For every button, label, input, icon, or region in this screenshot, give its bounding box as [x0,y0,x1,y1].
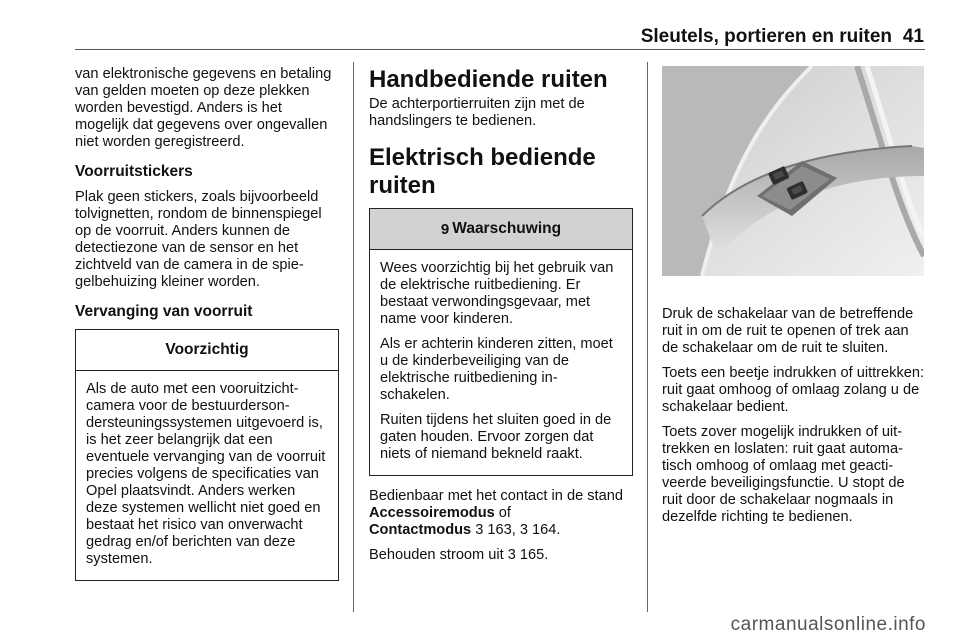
intro-paragraph: van elektronische gegevens en betaling van gelden moeten op deze plekken worden bevestigd. Anders is het mogelijk dat gegevens over ongevallen niet worden geregistreerd. [75,66,332,150]
warning-box [369,208,633,476]
heading-power-windows: Elektrisch bediende ruiten [369,144,596,199]
column-right [662,66,925,534]
warning-title: Waarschuwing [452,220,562,237]
column-separator [353,62,354,612]
touch-operation-paragraph: Toets een beetje indrukken of uittrekken: ruit gaat omhoog of omlaag zolang u de schakelaar bedient. [662,365,925,415]
caution-text: Als de auto met een vooruitzichtcamera voor de bestuurdersondersteuningssystemen uitgevoerd is, is het zeer belangrijk dat een eventuele vervanging van de voorruit precies volgens de specificaties van Opel plaatsvindt. Anders werken deze systemen wellicht niet goed en bestaat het risico van onverwacht gedrag en/of berichten van deze systemen. [86,381,326,567]
column-middle [369,66,633,572]
header-rule [75,49,925,50]
warning-paragraph: Als er achterin kinderen zitten, moet u de kinderbeveiliging van de elektrische ruitbediening inschakelen. [380,336,613,403]
caution-box [75,329,339,581]
automatic-operation-paragraph: Toets zover mogelijk indrukken of uittrekken en loslaten: ruit gaat automatisch omhoog of omlaag met geactiveerde beveiligingsfunctie. U stopt de ruit door de schakelaar nogmaals in dezelfde richting te bedienen. [662,424,905,525]
running-header-title: Sleutels, portieren en ruiten [640,26,892,47]
warning-paragraph: Ruiten tijdens het sluiten goed in de gaten houden. Ervoor zorgen dat niets of niemand bekneld raakt. [380,412,612,462]
warning-paragraph: Wees voorzichtig bij het gebruik van de elektrische ruitbediening. Er bestaat verwondingsgevaar, met name voor kinderen. [380,260,614,327]
heading-windscreen-replacement: Vervanging van voorruit [75,303,253,320]
ignition-paragraph [369,488,633,539]
caution-title: Voorzichtig [76,330,338,371]
text-span: of [494,505,511,521]
manual-windows-paragraph: De achterportierruiten zijn met de handslingers te bedienen. [369,96,585,129]
page-references: 3 163, 3 164. [471,522,561,538]
accessory-mode-term: Accessoiremodus [369,505,495,521]
stickers-paragraph: Plak geen stickers, zoals bijvoorbeeld tolvignetten, rondom de binnenspiegel op de voorruit. Anders kunnen de detectiezone van de sensor en het zichtveld van de camera in de spiegelbehuizing kleiner worden. [75,189,322,290]
window-switch-illustration [662,66,924,276]
watermark-text: carmanualsonline.info [730,614,926,635]
column-left [75,66,339,591]
column-separator [647,62,648,612]
text-span: Bedienbaar met het contact in de stand [369,488,623,504]
switch-instruction-paragraph: Druk de schakelaar van de betreffende ruit in om de ruit te openen of trek aan de schakelaar om de ruit te sluiten. [662,306,914,356]
page-number: 41 [902,26,924,47]
contact-mode-term: Contactmodus [369,522,472,538]
warning-triangle-icon: 9 [440,220,450,238]
heading-windscreen-stickers: Voorruitstickers [75,163,193,180]
heading-manual-windows: Handbediende ruiten [369,66,608,93]
retained-power-paragraph: Behouden stroom uit 3 165. [369,547,549,563]
warning-header [370,209,632,250]
